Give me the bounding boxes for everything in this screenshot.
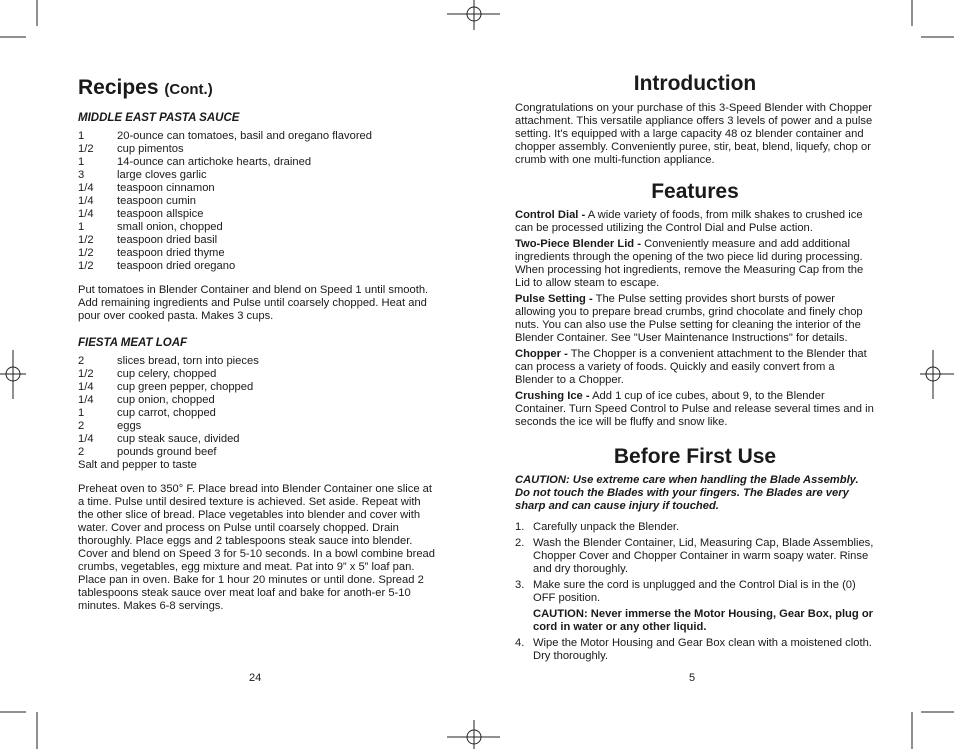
ingredient-item: cup celery, chopped bbox=[117, 368, 217, 380]
caution-blade-warning: CAUTION: Use extreme care when handling the Blade Assembly. Do not touch the Blades with your fingers. The Blades are very sharp and can cause injury if touched. bbox=[515, 474, 859, 512]
ingredient-quantity: 1/4 bbox=[78, 195, 94, 207]
right-page bbox=[515, 72, 875, 666]
ingredient-quantity: 1/4 bbox=[78, 208, 94, 220]
directions-pasta-sauce: Put tomatoes in Blender Container and blend on Speed 1 until smooth. Add remaining ingredients and Pulse until coarsely chopped. Heat and pour over cooked pasta. Makes 3 cups. bbox=[78, 284, 429, 322]
ingredient-item: cup carrot, chopped bbox=[117, 407, 216, 419]
page-number-left: 24 bbox=[249, 672, 262, 684]
feature-description: Add 1 cup of ice cubes, about 9, to the Blender Container. Turn Speed Control to Pulse and release several times and in seconds the ice will be fluffy and snow like. bbox=[515, 390, 874, 428]
ingredient-item: teaspoon dried basil bbox=[117, 234, 218, 246]
caution-immerse-warning: CAUTION: Never immerse the Motor Housing, Gear Box, plug or cord in water or any other liquid. bbox=[533, 608, 874, 633]
ingredient-quantity: 1/2 bbox=[78, 234, 94, 246]
ingredient-quantity: 2 bbox=[78, 420, 85, 432]
ingredient-row bbox=[78, 130, 438, 143]
setup-step bbox=[515, 537, 875, 576]
ingredient-quantity: 3 bbox=[78, 169, 85, 181]
before-first-use-heading: Before First Use bbox=[613, 445, 777, 468]
step-number: 3. bbox=[515, 579, 525, 591]
feature-term: Crushing Ice - bbox=[515, 390, 590, 402]
ingredient-item: teaspoon dried thyme bbox=[117, 247, 225, 259]
ingredient-quantity: 1 bbox=[78, 130, 85, 142]
ingredient-quantity: 1/4 bbox=[78, 394, 94, 406]
ingredient-list-pasta-sauce bbox=[78, 130, 438, 273]
ingredient-item: cup green pepper, chopped bbox=[117, 381, 254, 393]
ingredient-row bbox=[78, 446, 438, 459]
ingredient-row bbox=[78, 433, 438, 446]
recipe-title-pasta-sauce: MIDDLE EAST PASTA SAUCE bbox=[78, 112, 240, 124]
ingredient-quantity: 1 bbox=[78, 156, 85, 168]
ingredient-quantity: 1/2 bbox=[78, 143, 94, 155]
recipes-title-sub: (Cont.) bbox=[164, 81, 213, 98]
ingredient-item: cup steak sauce, divided bbox=[117, 433, 240, 445]
ingredient-row bbox=[78, 247, 438, 260]
ingredient-row bbox=[78, 143, 438, 156]
step-text: Make sure the cord is unplugged and the Control Dial is in the (0) OFF position. bbox=[533, 579, 856, 604]
feature-item bbox=[515, 390, 875, 429]
ingredient-item: cup onion, chopped bbox=[117, 394, 215, 406]
ingredient-list-meat-loaf bbox=[78, 355, 438, 459]
recipes-heading bbox=[78, 76, 438, 102]
step-number: 1. bbox=[515, 521, 525, 533]
feature-item bbox=[515, 293, 875, 345]
ingredient-row bbox=[78, 208, 438, 221]
setup-step bbox=[515, 521, 875, 534]
ingredient-row bbox=[78, 156, 438, 169]
ingredient-quantity: 1/2 bbox=[78, 368, 94, 380]
ingredient-quantity: 1/4 bbox=[78, 433, 94, 445]
feature-term: Chopper - bbox=[515, 348, 568, 360]
introduction-text: Congratulations on your purchase of this 3-Speed Blender with Chopper attachment. This versatile appliance offers 3 levels of power and a pulse setting. It's equipped with a large capacity 48 oz blender container and chopper assembly. Conveniently puree, stir, beat, blend, liquefy, chop or crumb with one multi-function appliance. bbox=[515, 102, 873, 166]
features-list bbox=[515, 209, 875, 429]
step-text: Carefully unpack the Blender. bbox=[533, 521, 680, 533]
recipe-title-meat-loaf: FIESTA MEAT LOAF bbox=[78, 337, 188, 349]
ingredient-quantity: 2 bbox=[78, 446, 85, 458]
step-number: 4. bbox=[515, 637, 525, 649]
ingredient-row bbox=[78, 394, 438, 407]
ingredient-row bbox=[78, 355, 438, 368]
ingredient-item: cup pimentos bbox=[117, 143, 184, 155]
left-page bbox=[78, 76, 438, 613]
feature-term: Pulse Setting - bbox=[515, 293, 593, 305]
feature-description: The Pulse setting provides short bursts of power allowing you to prepare bread crumbs, grind chocolate and finely chop nuts. You can also use the Pulse setting for cleaning the interior of the Blender Container. See "User Maintenance Instructions" for details. bbox=[515, 293, 863, 344]
ingredient-item: small onion, chopped bbox=[117, 221, 223, 233]
directions-meat-loaf: Preheat oven to 350° F. Place bread into Blender Container one slice at a time. Pulse until desired texture is achieved. Set aside. Repeat with the other slice of bread. Place vegetables into blender and cover with water. Cover and process on Pulse until coarsely chopped. Drain thoroughly. Place eggs and 2 tablespoons steak sauce into blender. Cover and blend on Speed 3 for 5-10 seconds. In a bowl combine bread crumbs, vegetables, egg mixture and meat. Pat into 9” x 5” loaf pan. Place pan in oven. Bake for 1 hour 20 minutes or until done. Spread 2 tablespoons steak sauce over meat loaf and bake for anoth-er 5-10 minutes. Makes 6-8 servings. bbox=[78, 483, 435, 612]
step-text: Wipe the Motor Housing and Gear Box clean with a moistened cloth. Dry thoroughly. bbox=[533, 637, 872, 662]
ingredient-item: eggs bbox=[117, 420, 142, 432]
ingredient-quantity: 1/4 bbox=[78, 182, 94, 194]
ingredient-item: teaspoon cinnamon bbox=[117, 182, 215, 194]
ingredient-item: large cloves garlic bbox=[117, 169, 207, 181]
step-number: 2. bbox=[515, 537, 525, 549]
setup-steps-list bbox=[515, 521, 875, 663]
ingredient-row bbox=[78, 420, 438, 433]
ingredient-item: teaspoon cumin bbox=[117, 195, 196, 207]
ingredient-item: 20-ounce can tomatoes, basil and oregano flavored bbox=[117, 130, 372, 142]
step-text: Wash the Blender Container, Lid, Measuring Cap, Blade Assemblies, Chopper Cover and Chopper Container in warm soapy water. Rinse and dry thoroughly. bbox=[533, 537, 874, 575]
feature-term: Control Dial - bbox=[515, 209, 586, 221]
ingredient-row bbox=[78, 195, 438, 208]
ingredient-row bbox=[78, 169, 438, 182]
ingredient-item: 14-ounce can artichoke hearts, drained bbox=[117, 156, 312, 168]
ingredient-item: pounds ground beef bbox=[117, 446, 217, 458]
ingredient-quantity: 1 bbox=[78, 407, 85, 419]
feature-description: Conveniently measure and add additional ingredients through the opening of the two piece lid during processing. When processing hot ingredients, remove the Measuring Cap from the Lid to allow steam to escape. bbox=[515, 238, 864, 289]
ingredient-row bbox=[78, 407, 438, 420]
feature-item bbox=[515, 209, 875, 235]
ingredient-quantity: 1/2 bbox=[78, 260, 94, 272]
ingredient-row bbox=[78, 260, 438, 273]
ingredient-row bbox=[78, 182, 438, 195]
introduction-heading: Introduction bbox=[633, 72, 757, 95]
features-heading: Features bbox=[651, 180, 739, 203]
feature-term: Two-Piece Blender Lid - bbox=[515, 238, 641, 250]
ingredient-extra: Salt and pepper to taste bbox=[78, 459, 197, 471]
ingredient-quantity: 1/2 bbox=[78, 247, 94, 259]
feature-description: A wide variety of foods, from milk shakes to crushed ice can be processed utilizing the Control Dial and Pulse action. bbox=[515, 209, 863, 234]
ingredient-row bbox=[78, 368, 438, 381]
feature-item bbox=[515, 238, 875, 290]
ingredient-row bbox=[78, 234, 438, 247]
ingredient-quantity: 1/4 bbox=[78, 381, 94, 393]
ingredient-item: slices bread, torn into pieces bbox=[117, 355, 259, 367]
feature-description: The Chopper is a convenient attachment to the Blender that can process a variety of foods. Quickly and easily convert from a Blender to a Chopper. bbox=[515, 348, 867, 386]
ingredient-item: teaspoon allspice bbox=[117, 208, 204, 220]
setup-step bbox=[515, 579, 875, 605]
ingredient-item: teaspoon dried oregano bbox=[117, 260, 236, 272]
page-number-right: 5 bbox=[689, 672, 696, 684]
feature-item bbox=[515, 348, 875, 387]
ingredient-quantity: 1 bbox=[78, 221, 85, 233]
ingredient-row bbox=[78, 381, 438, 394]
recipes-title: Recipes bbox=[78, 76, 159, 99]
ingredient-row bbox=[78, 221, 438, 234]
setup-step bbox=[515, 637, 875, 663]
ingredient-quantity: 2 bbox=[78, 355, 85, 367]
